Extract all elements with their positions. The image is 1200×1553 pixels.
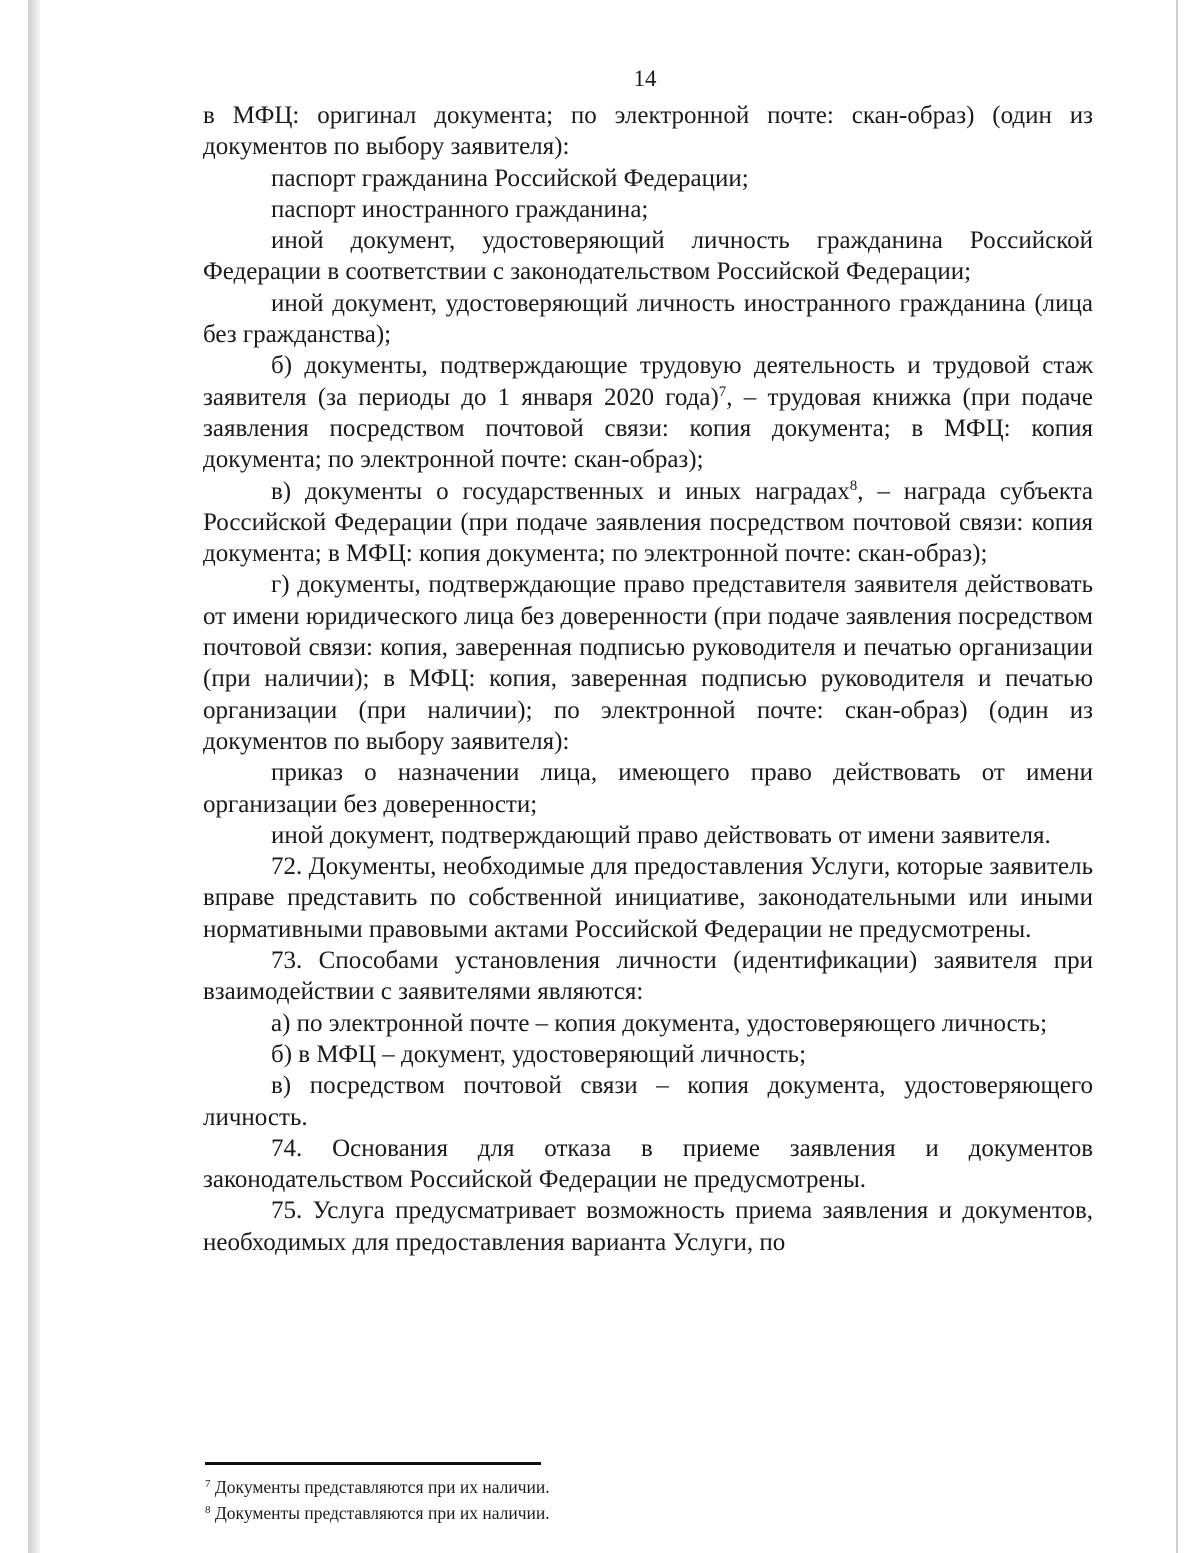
list-item: приказ о назначении лица, имеющего право действовать от имени организации без доверенности;	[203, 759, 1093, 818]
list-item: иной документ, удостоверяющий личность гражданина Российской Федерации в соответствии с законодательством Российской Федерации;	[203, 227, 1093, 286]
footnote	[205, 1500, 805, 1526]
scan-shadow-left	[28, 0, 40, 1553]
paragraph-74: 74. Основания для отказа в приеме заявления и документов законодательством Российской Федерации не предусмотрены.	[203, 1134, 1093, 1194]
paragraph-b	[203, 350, 1093, 475]
paragraph-text: , – трудовая книжка (при подаче заявления посредством почтовой связи: копия документа; в МФЦ: копия документа; по электронной почте: скан-образ);	[203, 383, 1093, 474]
list-item: паспорт иностранного гражданина;	[271, 195, 649, 223]
scan-edge-right	[1176, 0, 1178, 1553]
paragraph-73: 73. Способами установления личности (идентификации) заявителя при взаимодействии с заявителями являются:	[203, 947, 1093, 1006]
footnote-number: 7	[205, 1478, 211, 1490]
footnote-text: Документы представляются при их наличии.	[214, 1477, 550, 1497]
paragraph-text: в) документы о государственных и иных наградах	[271, 477, 850, 505]
footnote-separator	[205, 1462, 541, 1465]
list-item: в) посредством почтовой связи – копия документа, удостоверяющего личность.	[203, 1072, 1093, 1131]
document-body	[203, 100, 1093, 1258]
list-item: иной документ, подтверждающий право действовать от имени заявителя.	[271, 821, 1051, 849]
footnote-ref[interactable]: 8	[849, 477, 858, 494]
paragraph-g: г) документы, подтверждающие право представителя заявителя действовать от имени юридического лица без доверенности (при подаче заявления посредством почтовой связи: копия, заверенная подписью руководителя и печатью организации (при наличии); в МФЦ: копия, заверенная подписью руководителя и печатью организации (при наличии); по электронной почте: скан-образ) (один из документов по выбору заявителя):	[203, 571, 1093, 755]
list-item: иной документ, удостоверяющий личность иностранного гражданина (лица без гражданства);	[203, 289, 1093, 349]
footnote-ref[interactable]: 7	[718, 383, 727, 400]
list-item: а) по электронной почте – копия документа, удостоверяющего личность;	[271, 1009, 1048, 1037]
footnote-number: 8	[205, 1504, 211, 1516]
page-number: 14	[633, 66, 657, 91]
paragraph-text: б) документы, подтверждающие трудовую деятельность и трудовой стаж заявителя (за периоды до 1 января 2020 года)	[203, 352, 1093, 411]
paragraph-75: 75. Услуга предусматривает возможность приема заявления и документов, необходимых для предоставления варианта Услуги, по	[203, 1197, 1093, 1256]
footnote	[205, 1474, 805, 1500]
paragraph-v	[203, 476, 1093, 570]
paragraph-text: , – награда субъекта Российской Федерации (при подаче заявления посредством почтовой связи: копия документа; в МФЦ: копия документа; по электронной почте: скан-образ);	[203, 477, 1094, 568]
footnote-text: Документы представляются при их наличии.	[214, 1503, 550, 1523]
paragraph-72: 72. Документы, необходимые для предоставления Услуги, которые заявитель вправе представить по собственной инициативе, законодательными или иными нормативными правовыми актами Российской Федерации не предусмотрены.	[203, 853, 1093, 943]
list-item: б) в МФЦ – документ, удостоверяющий личность;	[271, 1040, 807, 1068]
paragraph-continuation: в МФЦ: оригинал документа; по электронной почте: скан-образ) (один из документов по выбору заявителя):	[203, 102, 1093, 161]
footnotes	[205, 1474, 805, 1526]
list-item: паспорт гражданина Российской Федерации;	[271, 164, 749, 192]
